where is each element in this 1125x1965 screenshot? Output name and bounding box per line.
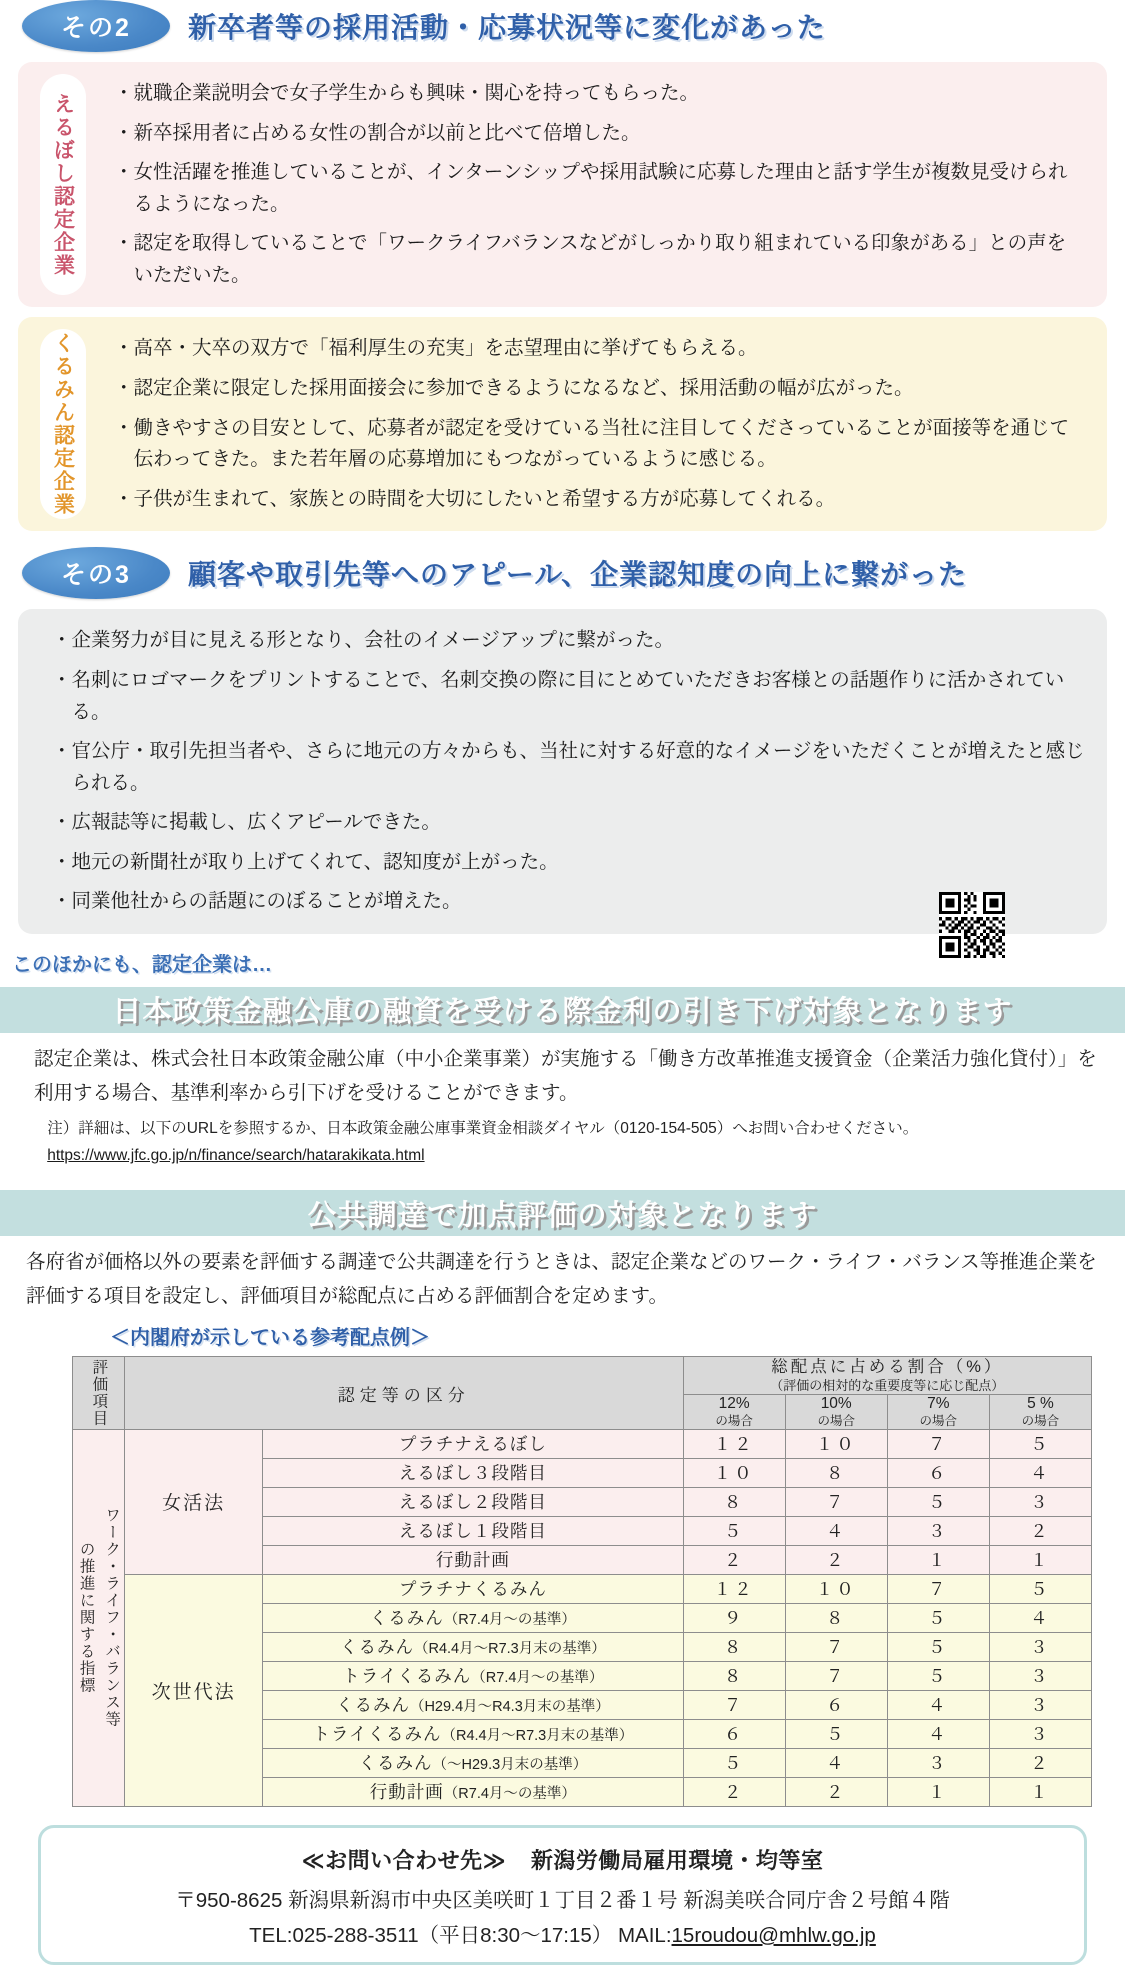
cell-value: ２ (683, 1545, 785, 1574)
cell-group-name: 女活法 (125, 1429, 263, 1574)
cell-value: ８ (683, 1632, 785, 1661)
contact-tel: TEL:025-288-3511（平日8:30～17:15） MAIL: (249, 1923, 672, 1947)
cell-value: １２ (683, 1429, 785, 1458)
contact-box (38, 1825, 1087, 1965)
cell-value: ５ (989, 1429, 1091, 1458)
section3-badge: その3 (22, 547, 170, 599)
list-item: ・認定を取得していることで「ワークライフバランスなどがしっかり取り組まれている印象がある」との声をいただいた。 (114, 232, 1067, 286)
cell-value: ２ (989, 1516, 1091, 1545)
th-pct-12: 12% の場合 (683, 1395, 785, 1430)
cell-value: ３ (989, 1632, 1091, 1661)
kurumin-bullet-list (114, 333, 1085, 515)
table-header-row-1 (73, 1357, 1092, 1395)
cell-value: ６ (683, 1719, 785, 1748)
loan-banner (0, 987, 1125, 1033)
table-row (73, 1574, 1092, 1603)
cell-value: ７ (785, 1487, 887, 1516)
cell-value: ５ (683, 1748, 785, 1777)
cell-value: １０ (683, 1458, 785, 1487)
list-item: ・高卒・大卒の双方で「福利厚生の充実」を志望理由に挙げてもらえる。 (114, 337, 758, 360)
cell-value: ４ (989, 1458, 1091, 1487)
cell-value: ３ (989, 1719, 1091, 1748)
procurement-banner (0, 1190, 1125, 1236)
qr-code-wrapper (939, 892, 1005, 958)
cell-value: １ (989, 1545, 1091, 1574)
list-item: ・就職企業説明会で女子学生からも興味・関心を持ってもらった。 (114, 82, 700, 104)
th-pct-5: 5 % の場合 (989, 1395, 1091, 1430)
section2-heading (0, 0, 1125, 52)
qr-code-icon (939, 892, 1005, 958)
kurumin-comment-box (18, 317, 1107, 531)
cell-value: ８ (683, 1487, 785, 1516)
cell-value: １０ (785, 1574, 887, 1603)
list-item: ・地元の新聞社が取り上げてくれて、認知度が上がった。 (52, 850, 559, 873)
th-eval-item: 評価項目 (73, 1357, 125, 1429)
contact-org: 新潟労働局雇用環境・均等室 (530, 1847, 824, 1873)
cell-value: １ (887, 1777, 989, 1806)
cell-item-name: トライくるみん（R4.4月～R7.3月末の基準） (263, 1719, 683, 1748)
cell-item-name: 行動計画（R7.4月～の基準） (263, 1777, 683, 1806)
cell-value: ５ (785, 1719, 887, 1748)
section2-badge: その2 (22, 0, 170, 52)
cell-value: ４ (785, 1516, 887, 1545)
cell-value: ３ (887, 1516, 989, 1545)
th-ratio: 総配点に占める割合（%） （評価の相対的な重要度等に応じ配点） (683, 1357, 1091, 1395)
erubo-comment-box (18, 62, 1107, 307)
kurumin-vertical-label (40, 329, 86, 519)
section3-heading (0, 547, 1125, 599)
loan-note: 注）詳細は、以下のURLを参照するか、日本政策金融公庫事業資金相談ダイヤル（0120-154-505）へお問い合わせください。 (47, 1120, 919, 1138)
cell-value: ８ (785, 1603, 887, 1632)
contact-tel-mail (51, 1918, 1074, 1948)
procurement-banner-text: 公共調達で加点評価の対象となります (307, 1199, 818, 1232)
list-item: ・働きやすさの目安として、応募者が認定を受けている当社に注目してくださっていることが面接等を通じて伝わってきた。また若年層の応募増加にもつながっているように感じる。 (114, 416, 1070, 471)
th-pct-10: 10% の場合 (785, 1395, 887, 1430)
cell-value: １ (989, 1777, 1091, 1806)
list-item: ・認定企業に限定した採用面接会に参加できるようになるなど、採用活動の幅が広がった。 (114, 377, 914, 400)
cell-value: ４ (887, 1719, 989, 1748)
contact-mail-link[interactable]: 15roudou@mhlw.go.jp (671, 1923, 876, 1947)
list-item: ・新卒採用者に占める女性の割合が以前と比べて倍増した。 (114, 121, 641, 144)
cell-value: ９ (683, 1603, 785, 1632)
cell-item-name: プラチナくるみん (263, 1574, 683, 1603)
contact-prefix: ≪お問い合わせ先≫ (301, 1847, 507, 1873)
cell-vertical-indicator: ワーク・ライフ・バランス等 の推進に関する指標 (73, 1429, 125, 1806)
cell-item-name: プラチナえるぼし (263, 1429, 683, 1458)
cell-item-name: くるみん（～H29.3月末の基準） (263, 1748, 683, 1777)
th-category: 認定等の区分 (125, 1357, 684, 1429)
other-benefits-intro: このほかにも、認定企業は… (12, 953, 272, 976)
cell-value: ７ (683, 1690, 785, 1719)
table-row (73, 1429, 1092, 1458)
cell-value: ５ (887, 1632, 989, 1661)
cell-item-name: くるみん（R7.4月～の基準） (263, 1603, 683, 1632)
cell-value: ５ (683, 1516, 785, 1545)
cell-value: ７ (785, 1632, 887, 1661)
cell-value: ３ (887, 1748, 989, 1777)
cell-item-name: えるぼし２段階目 (263, 1487, 683, 1516)
cell-value: ７ (887, 1574, 989, 1603)
erubo-vertical-label (40, 74, 86, 295)
erubo-label-text: えるぼし認定企業 (51, 92, 75, 277)
list-item: ・同業他社からの話題にのぼることが増えた。 (52, 890, 462, 913)
contact-title-line (51, 1844, 1074, 1875)
cell-value: ３ (989, 1690, 1091, 1719)
loan-banner-text: 日本政策金融公庫の融資を受ける際金利の引き下げ対象となります (112, 996, 1013, 1029)
cell-value: ４ (785, 1748, 887, 1777)
cell-value: ４ (887, 1690, 989, 1719)
cell-value: １０ (785, 1429, 887, 1458)
cell-value: ２ (989, 1748, 1091, 1777)
erubo-bullet-list (114, 78, 1085, 291)
list-item: ・女性活躍を推進していることが、インターンシップや採用試験に応募した理由と話す学生が複数見受けられるようになった。 (114, 161, 1068, 215)
section3-bullet-list (52, 625, 1085, 918)
table-body (73, 1429, 1092, 1806)
loan-paragraph: 認定企業は、株式会社日本政策金融公庫（中小企業事業）が実施する「働き方改革推進支援資金（企業活力強化貸付）」を利用する場合、基準利率から引下げを受けることができます。 (34, 1047, 1097, 1104)
cell-value: ２ (785, 1777, 887, 1806)
cell-group-name: 次世代法 (125, 1574, 263, 1806)
table-subhead: ＜内閣府が示している参考配点例＞ (110, 1327, 430, 1350)
procurement-paragraph: 各府省が価格以外の要素を評価する調達で公共調達を行うときは、認定企業などのワーク・ライフ・バランス等推進企業を評価する項目を設定し、評価項目が総配点に占める評価割合を定めます。 (26, 1251, 1097, 1307)
cell-value: ８ (683, 1661, 785, 1690)
th-pct-7: 7% の場合 (887, 1395, 989, 1430)
score-table (72, 1356, 1092, 1806)
list-item: ・企業努力が目に見える形となり、会社のイメージアップに繋がった。 (52, 629, 675, 652)
cell-item-name: くるみん（H29.4月～R4.3月末の基準） (263, 1690, 683, 1719)
list-item: ・広報誌等に掲載し、広くアピールできた。 (52, 811, 441, 834)
cell-value: ２ (785, 1545, 887, 1574)
cell-value: ７ (887, 1429, 989, 1458)
cell-item-name: 行動計画 (263, 1545, 683, 1574)
cell-value: ５ (887, 1661, 989, 1690)
cell-value: ２ (683, 1777, 785, 1806)
cell-value: １２ (683, 1574, 785, 1603)
section3-comment-box (18, 609, 1107, 934)
list-item: ・子供が生まれて、家族との時間を大切にしたいと希望する方が応募してくれる。 (114, 487, 836, 510)
cell-value: ３ (989, 1661, 1091, 1690)
cell-value: ４ (989, 1603, 1091, 1632)
loan-url-line (0, 1141, 1125, 1168)
contact-address: 〒950-8625 新潟県新潟市中央区美咲町１丁目２番１号 新潟美咲合同庁舎２号館４階 (175, 1888, 950, 1912)
list-item: ・名刺にロゴマークをプリントすることで、名刺交換の際に目にとめていただきお客様との話題作りに活かされている。 (52, 668, 1065, 723)
list-item: ・官公庁・取引先担当者や、さらに地元の方々からも、当社に対する好意的なイメージをいただくことが増えたと感じられる。 (52, 740, 1085, 794)
section3-title: 顧客や取引先等へのアピール、企業認知度の向上に繋がった (188, 559, 968, 591)
cell-value: １ (887, 1545, 989, 1574)
loan-url-link[interactable]: https://www.jfc.go.jp/n/finance/search/hatarakikata.html (47, 1147, 425, 1165)
cell-item-name: トライくるみん（R7.4月～の基準） (263, 1661, 683, 1690)
cell-item-name: えるぼし３段階目 (263, 1458, 683, 1487)
cell-value: ５ (989, 1574, 1091, 1603)
cell-value: ６ (785, 1690, 887, 1719)
cell-value: ６ (887, 1458, 989, 1487)
cell-value: ３ (989, 1487, 1091, 1516)
cell-value: ７ (785, 1661, 887, 1690)
cell-item-name: くるみん（R4.4月～R7.3月末の基準） (263, 1632, 683, 1661)
cell-item-name: えるぼし１段階目 (263, 1516, 683, 1545)
section2-title: 新卒者等の採用活動・応募状況等に変化があった (188, 12, 826, 43)
cell-value: ８ (785, 1458, 887, 1487)
cell-value: ５ (887, 1487, 989, 1516)
kurumin-label-text: くるみん認定企業 (51, 332, 75, 517)
cell-value: ５ (887, 1603, 989, 1632)
